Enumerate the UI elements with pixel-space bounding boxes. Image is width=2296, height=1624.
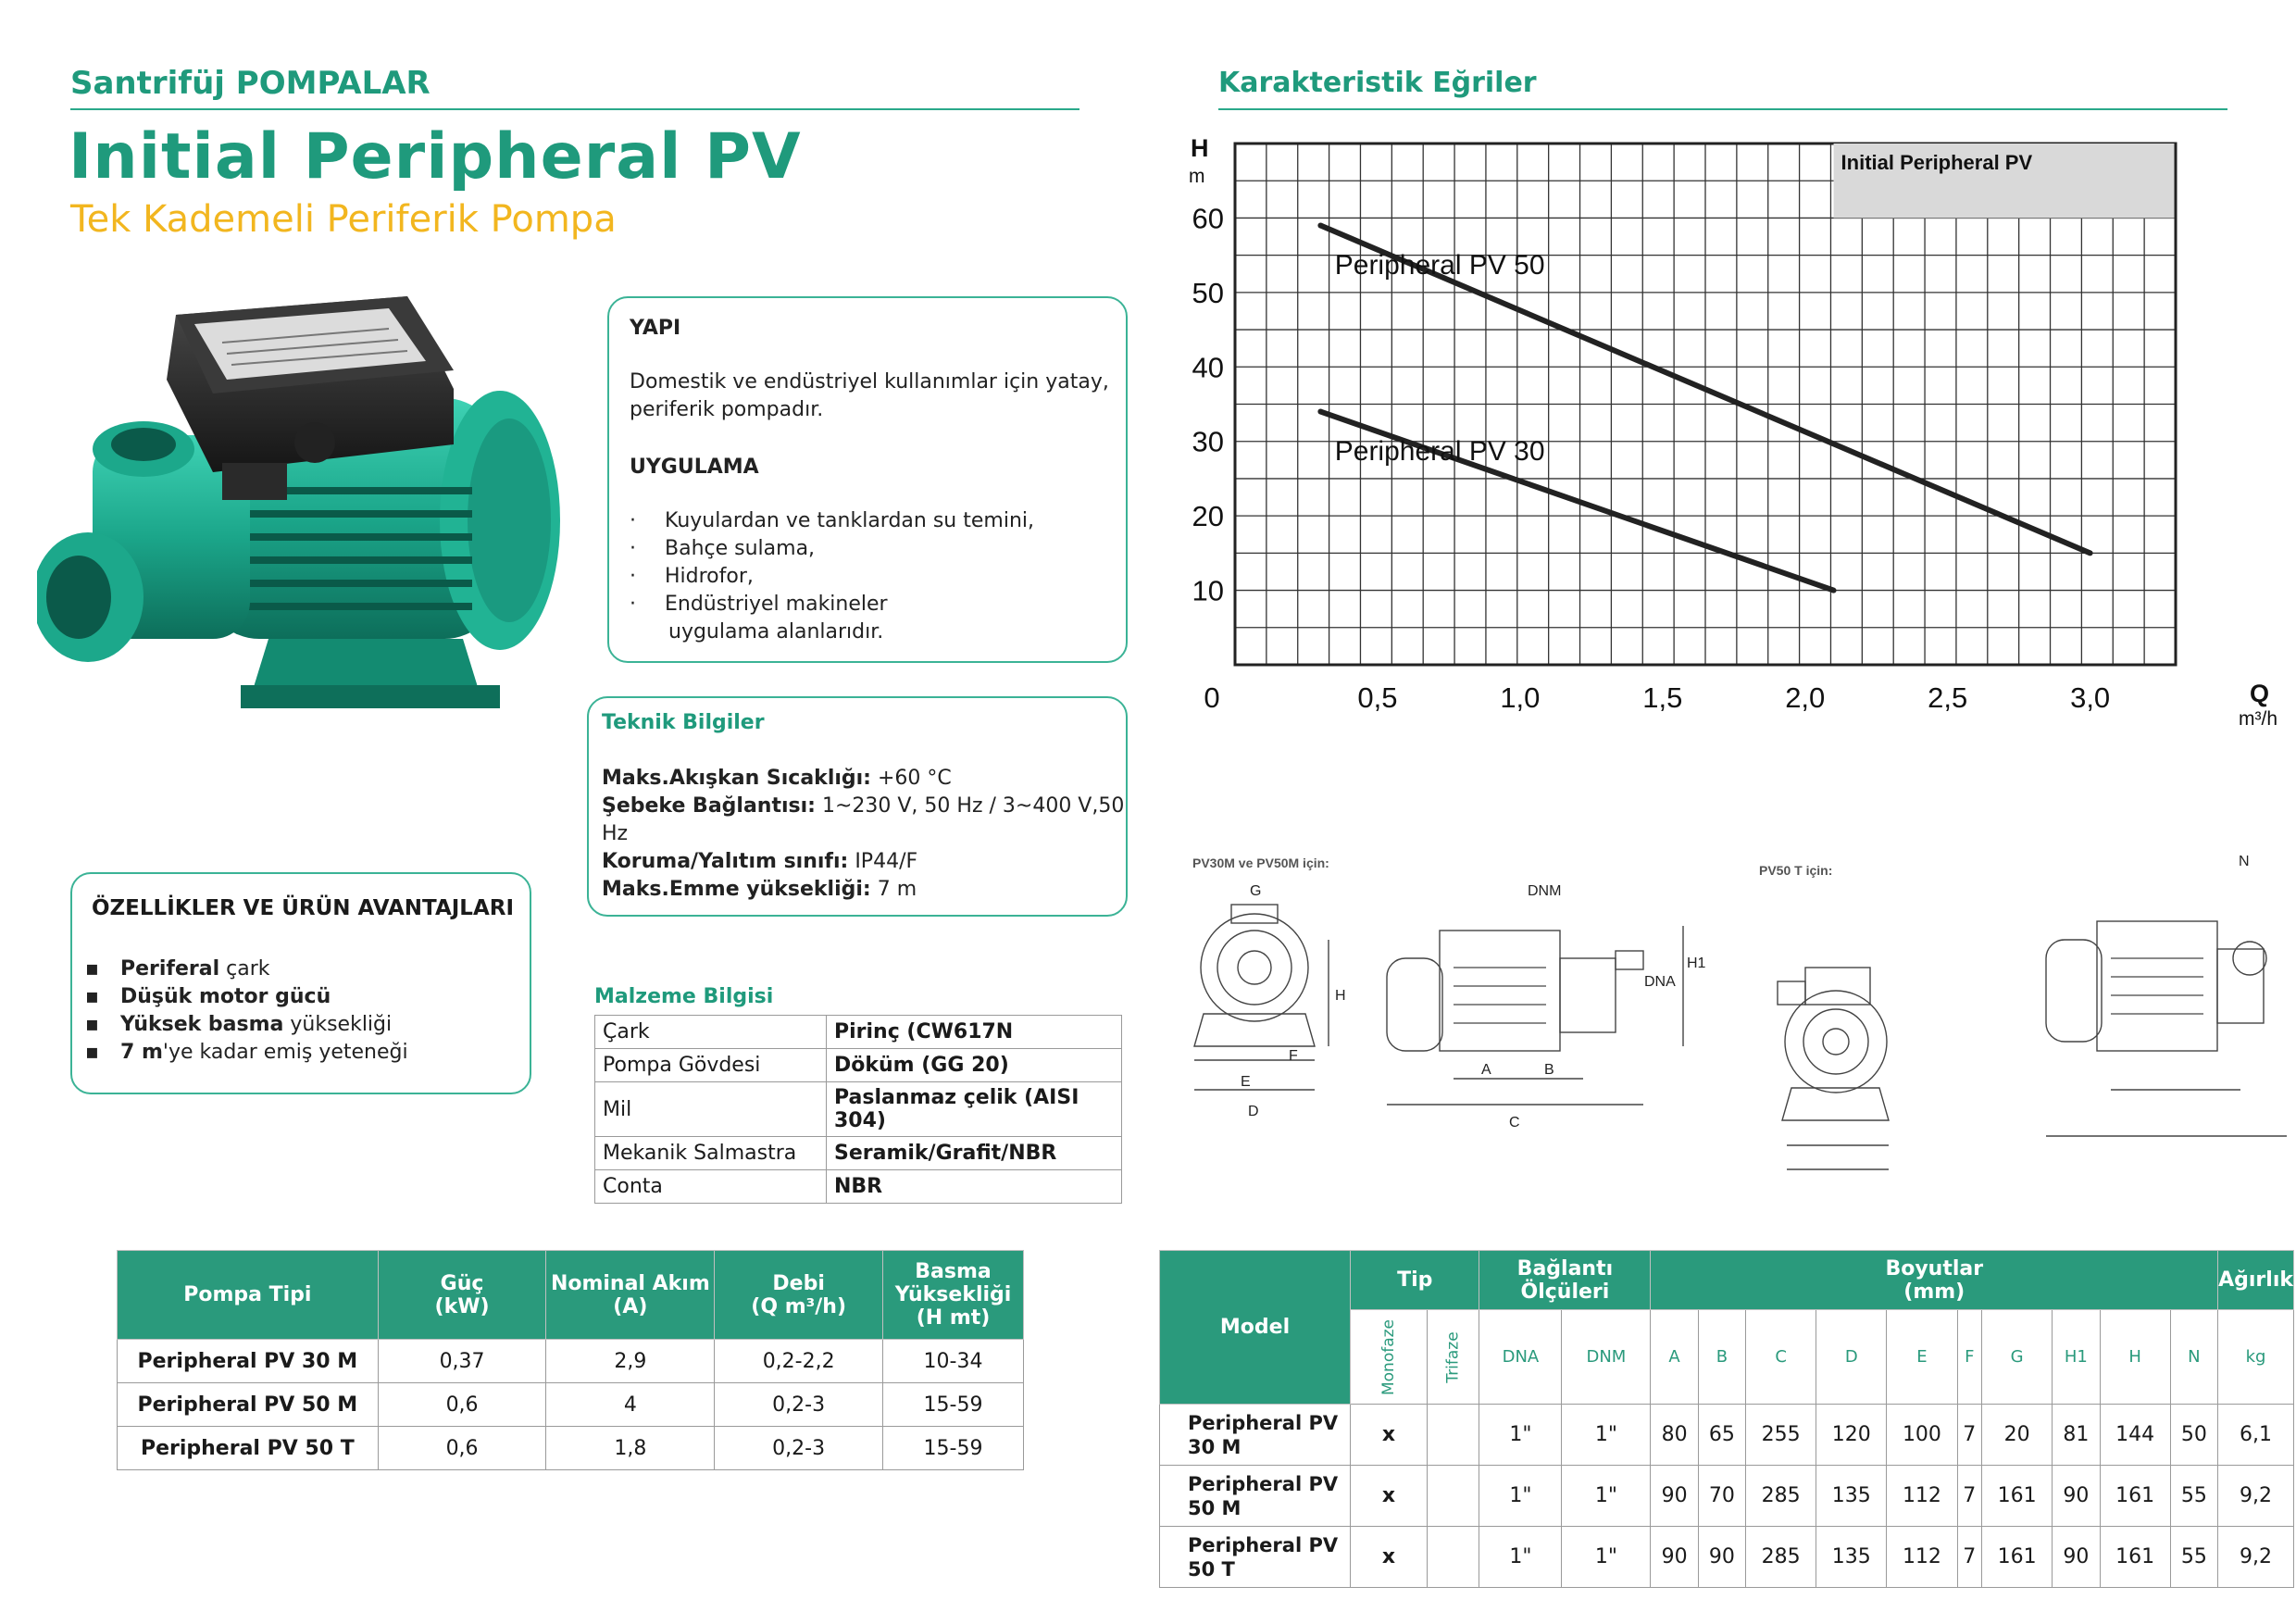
- cell: 20: [1982, 1405, 2053, 1466]
- cell-model: Peripheral PV 50 M: [118, 1383, 379, 1427]
- cell: 1,8: [546, 1427, 715, 1470]
- cell-model: Peripheral PV 30 M: [118, 1340, 379, 1383]
- cell: 90: [1651, 1466, 1698, 1527]
- col-header: Debi (Q m³/h): [715, 1251, 883, 1340]
- cell-tri: [1428, 1466, 1479, 1527]
- cell-mono: x: [1351, 1405, 1428, 1466]
- table-row: [595, 1016, 1122, 1049]
- table-row: [1160, 1527, 2294, 1588]
- x-tick-label: 0,5: [1357, 681, 1398, 714]
- list-item: · Kuyulardan ve tanklardan su temini,: [630, 509, 1034, 532]
- dim-A: A: [1481, 1062, 1491, 1078]
- structure-box: [607, 296, 1128, 663]
- cell: 1": [1479, 1466, 1562, 1527]
- cell-mono: x: [1351, 1527, 1428, 1588]
- list-item: ▪ Yüksek basma yüksekliği: [85, 1013, 393, 1036]
- cell: 144: [2100, 1405, 2170, 1466]
- cell: 1": [1479, 1405, 1562, 1466]
- dim-DNA: DNA: [1644, 974, 1676, 990]
- page-subtitle: Tek Kademeli Periferik Pompa: [70, 198, 617, 241]
- dim-N: N: [2239, 854, 2250, 869]
- cell: 55: [2170, 1527, 2217, 1588]
- cell: 81: [2053, 1405, 2100, 1466]
- col-header-connection: Bağlantı Ölçüleri: [1479, 1251, 1651, 1310]
- pump-illustration: [37, 278, 583, 722]
- cell: 255: [1746, 1405, 1816, 1466]
- chart-title: Initial Peripheral PV: [1841, 151, 2033, 174]
- subcol-header: kg: [2218, 1310, 2294, 1405]
- performance-table: [117, 1250, 1024, 1470]
- material-value: Seramik/Grafit/NBR: [827, 1137, 1122, 1170]
- cell: 0,2-3: [715, 1427, 883, 1470]
- data-point: [1317, 409, 1323, 415]
- table-row: [1160, 1405, 2294, 1466]
- cell-mono: x: [1351, 1466, 1428, 1527]
- x-tick-label: 1,5: [1642, 681, 1683, 714]
- data-point: [1317, 222, 1323, 228]
- col-header-tip: Tip: [1351, 1251, 1479, 1310]
- category-label: Santrifüj POMPALAR: [70, 65, 430, 102]
- series-label: Peripheral PV 30: [1334, 435, 1545, 467]
- technical-row: Şebeke Bağlantısı: 1~230 V, 50 Hz / 3~400 V,50 Hz: [602, 794, 1125, 845]
- application-list: [630, 507, 1034, 646]
- chart-grid: [1235, 144, 2176, 665]
- structure-heading: YAPI: [630, 317, 681, 340]
- subcol-header: F: [1957, 1310, 1982, 1405]
- header-rule: [70, 108, 1079, 110]
- subcol-header: H1: [2053, 1310, 2100, 1405]
- drawing-side-tri: [2046, 921, 2287, 1136]
- dim-H: H: [1335, 988, 1346, 1004]
- drawing-front-tri: [1778, 968, 1889, 1169]
- cell: 50: [2170, 1405, 2217, 1466]
- cell: 0,2-2,2: [715, 1340, 883, 1383]
- cell: 90: [1651, 1527, 1698, 1588]
- features-heading: ÖZELLİKLER VE ÜRÜN AVANTAJLARI: [91, 896, 515, 920]
- cell-model: Peripheral PV 50 M: [1160, 1466, 1351, 1527]
- material-value: Pirinç (CW617N: [827, 1016, 1122, 1049]
- cell: 0,6: [378, 1383, 546, 1427]
- list-item: · Hidrofor,: [630, 565, 754, 588]
- cell: 10-34: [883, 1340, 1024, 1383]
- dim-D: D: [1248, 1104, 1259, 1119]
- y-tick-label: 60: [1192, 202, 1224, 235]
- subcol-header: D: [1816, 1310, 1887, 1405]
- cell: 161: [2100, 1466, 2170, 1527]
- dimensions-table: [1159, 1250, 2294, 1588]
- table-header-row: [1160, 1251, 2294, 1310]
- col-header: Basma Yüksekliği (H mt): [883, 1251, 1024, 1340]
- technical-list: [602, 765, 1129, 904]
- material-table: [594, 1015, 1122, 1204]
- cell: 120: [1816, 1405, 1887, 1466]
- col-header-dimensions: Boyutlar (mm): [1651, 1251, 2218, 1310]
- cell: 285: [1746, 1527, 1816, 1588]
- table-row: [118, 1427, 1024, 1470]
- technical-heading: Teknik Bilgiler: [602, 711, 765, 734]
- cell-tri: [1428, 1405, 1479, 1466]
- y-tick-label: 20: [1192, 500, 1224, 533]
- y-tick-label: 10: [1192, 574, 1224, 607]
- material-value: Paslanmaz çelik (AISI 304): [827, 1082, 1122, 1137]
- y-tick-label: 50: [1192, 276, 1224, 309]
- material-part: Mil: [595, 1082, 827, 1137]
- cell: 15-59: [883, 1383, 1024, 1427]
- col-header: Güç (kW): [378, 1251, 546, 1340]
- table-row: [595, 1049, 1122, 1082]
- table-row: [595, 1137, 1122, 1170]
- list-item: · Endüstriyel makineler: [630, 593, 888, 616]
- subcol-header: H: [2100, 1310, 2170, 1405]
- cell: 65: [1698, 1405, 1745, 1466]
- subcol-header: C: [1746, 1310, 1816, 1405]
- cell: 100: [1887, 1405, 1957, 1466]
- subcol-trifaze: Trifaze: [1428, 1310, 1479, 1405]
- material-heading: Malzeme Bilgisi: [594, 985, 774, 1008]
- data-point: [2088, 550, 2093, 556]
- x-tick-label: 2,5: [1928, 681, 1968, 714]
- drawing-side-mono: [1387, 926, 1683, 1105]
- dim-E: E: [1241, 1074, 1251, 1090]
- cell-model: Peripheral PV 50 T: [118, 1427, 379, 1470]
- cell: 135: [1816, 1527, 1887, 1588]
- curves-title: Karakteristik Eğriler: [1218, 67, 1537, 99]
- material-value: NBR: [827, 1170, 1122, 1204]
- cell: 161: [1982, 1466, 2053, 1527]
- cell: 2,9: [546, 1340, 715, 1383]
- cell: 7: [1957, 1405, 1982, 1466]
- subcol-header: G: [1982, 1310, 2053, 1405]
- application-tail: uygulama alanlarıdır.: [668, 620, 884, 643]
- series-label: Peripheral PV 50: [1334, 249, 1545, 281]
- cell: 55: [2170, 1466, 2217, 1527]
- material-part: Mekanik Salmastra: [595, 1137, 827, 1170]
- cell: 0,37: [378, 1340, 546, 1383]
- material-part: Çark: [595, 1016, 827, 1049]
- dim-DNM: DNM: [1528, 883, 1562, 899]
- col-header: Nominal Akım (A): [546, 1251, 715, 1340]
- cell: 1": [1562, 1527, 1651, 1588]
- list-item: ▪ 7 m'ye kadar emiş yeteneği: [85, 1041, 408, 1064]
- dim-H1: H1: [1687, 956, 1706, 971]
- material-part: Conta: [595, 1170, 827, 1204]
- y-axis-unit: m: [1189, 166, 1205, 187]
- cell-tri: [1428, 1527, 1479, 1588]
- characteristic-chart: [1176, 130, 2296, 741]
- cell-model: Peripheral PV 50 T: [1160, 1527, 1351, 1588]
- structure-description: Domestik ve endüstriyel kullanımlar için yatay, periferik pompadır.: [630, 370, 1109, 421]
- col-header-weight: Ağırlık: [2218, 1251, 2294, 1310]
- features-box: [70, 872, 531, 1094]
- table-header-row: [118, 1251, 1024, 1340]
- subcol-header: A: [1651, 1310, 1698, 1405]
- cell: 90: [2053, 1527, 2100, 1588]
- cell: 9,2: [2218, 1527, 2294, 1588]
- subcol-header: N: [2170, 1310, 2217, 1405]
- x-tick-label: 1,0: [1500, 681, 1541, 714]
- subcol-header: B: [1698, 1310, 1745, 1405]
- list-item: ▪ Periferal çark: [85, 957, 270, 981]
- cell: 70: [1698, 1466, 1745, 1527]
- cell: 135: [1816, 1466, 1887, 1527]
- x-axis-unit: m³/h: [2239, 708, 2277, 730]
- cell: 9,2: [2218, 1466, 2294, 1527]
- cell: 0,6: [378, 1427, 546, 1470]
- features-list: [85, 956, 408, 1067]
- page-title: Initial Peripheral PV: [69, 120, 802, 194]
- cell: 90: [2053, 1466, 2100, 1527]
- table-row: [595, 1170, 1122, 1204]
- y-tick-label: 40: [1192, 351, 1224, 384]
- application-heading: UYGULAMA: [630, 456, 759, 479]
- cell: 1": [1562, 1466, 1651, 1527]
- material-value: Döküm (GG 20): [827, 1049, 1122, 1082]
- dim-G: G: [1250, 883, 1262, 899]
- cell: 161: [1982, 1527, 2053, 1588]
- material-part: Pompa Gövdesi: [595, 1049, 827, 1082]
- x-tick-label: 2,0: [1785, 681, 1826, 714]
- cell: 7: [1957, 1527, 1982, 1588]
- list-item: · Bahçe sulama,: [630, 537, 816, 560]
- cell: 161: [2100, 1527, 2170, 1588]
- table-row: [1160, 1466, 2294, 1527]
- cell: 1": [1479, 1527, 1562, 1588]
- cell: 0,2-3: [715, 1383, 883, 1427]
- technical-row: Maks.Akışkan Sıcaklığı: +60 °C: [602, 767, 952, 790]
- cell: 80: [1651, 1405, 1698, 1466]
- subcol-header: E: [1887, 1310, 1957, 1405]
- y-tick-label: 30: [1192, 425, 1224, 458]
- cell: 90: [1698, 1527, 1745, 1588]
- x-axis-label: Q: [2250, 680, 2270, 707]
- dim-B: B: [1544, 1062, 1554, 1078]
- cell: 112: [1887, 1466, 1957, 1527]
- dim-F: F: [1289, 1048, 1298, 1064]
- col-header: Pompa Tipi: [118, 1251, 379, 1340]
- technical-row: Maks.Emme yüksekliği: 7 m: [602, 878, 917, 901]
- subcol-header: DNM: [1562, 1310, 1651, 1405]
- x-tick-label: 0: [1204, 681, 1220, 714]
- list-item: ▪ Düşük motor gücü: [85, 985, 331, 1008]
- cell: 1": [1562, 1405, 1651, 1466]
- cell: 6,1: [2218, 1405, 2294, 1466]
- drawing-label-mono: PV30M ve PV50M için:: [1192, 856, 1329, 870]
- cell: 15-59: [883, 1427, 1024, 1470]
- drawing-label-tri: PV50 T için:: [1759, 863, 1833, 878]
- dimension-drawings: [1176, 847, 2296, 1171]
- y-axis-label: H: [1191, 134, 1209, 162]
- cell: 112: [1887, 1527, 1957, 1588]
- cell-model: Peripheral PV 30 M: [1160, 1405, 1351, 1466]
- data-point: [1831, 588, 1837, 593]
- cell: 4: [546, 1383, 715, 1427]
- drawing-front-mono: [1194, 905, 1329, 1090]
- table-row: [595, 1082, 1122, 1137]
- curves-rule: [1218, 108, 2227, 110]
- col-header-model: Model: [1160, 1251, 1351, 1405]
- cell: 7: [1957, 1466, 1982, 1527]
- table-row: [118, 1383, 1024, 1427]
- technical-box: [587, 696, 1128, 917]
- x-tick-label: 3,0: [2070, 681, 2111, 714]
- table-row: [118, 1340, 1024, 1383]
- cell: 285: [1746, 1466, 1816, 1527]
- technical-row: Koruma/Yalıtım sınıfı: IP44/F: [602, 850, 918, 873]
- dim-C: C: [1509, 1115, 1520, 1131]
- subcol-header: DNA: [1479, 1310, 1562, 1405]
- subcol-monofaze: Monofaze: [1351, 1310, 1428, 1405]
